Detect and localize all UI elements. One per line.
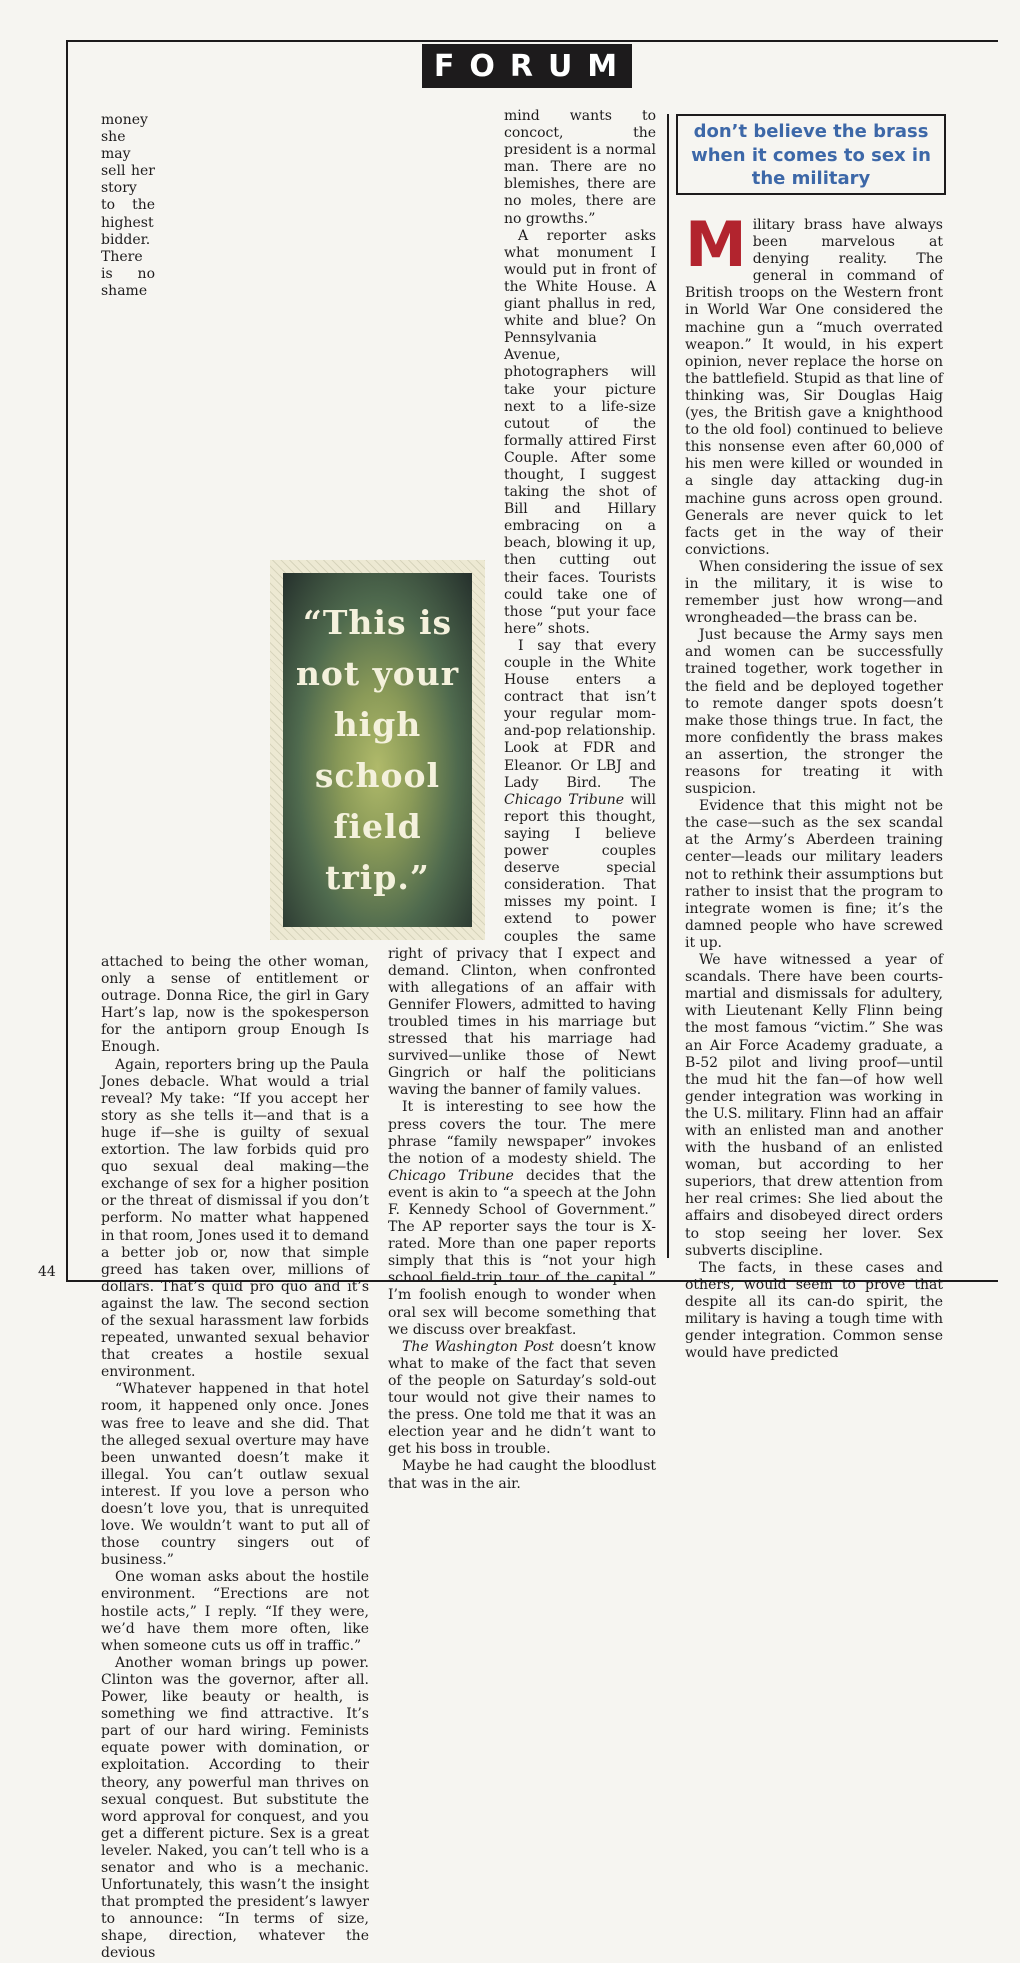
section-header-label: FORUM [433,48,633,84]
paragraph: Just because the Army says men and women can be successfully trained together, work together in the field and be deployed together to remote danger spots doesn’t make those things true. In fact, the more confidently the brass makes an assertion, the stronger the reasons for treating it with suspicion. [685,627,943,798]
pullquote-panel [283,573,472,927]
paragraph: When considering the issue of sex in the military, it is wise to remember just how wrong—and wrongheaded—the brass can be. [685,558,943,627]
paragraph: mind wants to concoct, the president is a normal man. There are no blemishes, there are no moles, there are no growths.” [504,108,656,227]
publication-name: Chicago Tribune [388,1167,514,1184]
paragraph: Evidence that this might not be the case—such as the sex scandal at the Army’s Aberdeen training center—leads our military leaders not to rethink their assumptions but rather to insist that the program to integrate women is fine; it’s the damned people who have screwed it up. [685,798,943,951]
section-header [422,44,632,88]
column-divider [667,114,669,1258]
pullquote-text: “This is not your high school field trip.” [295,603,460,897]
paragraph: It is interesting to see how the press covers the tour. The mere phrase “family newspaper” invokes the notion of a modesty shield. The Chicago Tribune decides that the event is akin to “a speech at the John F. Kennedy School of Government.” The AP reporter says the tour is X-rated. More than one paper reports simply that this is “not your high school field-trip tour of the capital.” I’m foolish enough to wonder when oral sex will become something that we discuss over breakfast. [388,1099,656,1338]
paragraph: money she may sell her story to the highest bidder. There is no shame attached to being the other woman, only a sense of entitlement or outrage. Donna Rice, the girl in Gary Hart’s lap, now is the spokesperson for the antiporn group Enough Is Enough. [101,112,369,1056]
sidebar-column [685,208,943,1362]
page-number: 44 [38,1264,56,1280]
paragraph: A reporter asks what monument I would put in front of the White House. A giant phallus in red, white and blue? On Pennsylvania Avenue, photographers will take your picture next to a life-size cutout of the formally attired First Couple. After some thought, I suggest taking the shot of Bill and Hillary embracing on a beach, blowing it up, then cutting out their faces. Tourists could take one of those “put your face here” shots. [504,227,656,637]
paragraph: Military brass have always been marvelous at denying reality. The general in command of British troops on the Western front in World War One considered the machine gun a “much overrated weapon.” It would, in his expert opinion, never replace the horse on the battlefield. Stupid as that line of thinking was, Sir Douglas Haig (yes, the British gave a knighthood to the old fool) continued to believe this nonsense even after 60,000 of his men were killed or wounded in a single day attacking dug-in machine guns across open ground. Generals are never quick to let facts get in the way of their convictions. [685,208,943,558]
drop-cap: M [685,208,747,281]
paragraph: I say that every couple in the White House enters a contract that isn’t your regular mom-and-pop relationship. Look at FDR and Eleanor. Or LBJ and Lady Bird. The Chicago Tribune will report this thought, saying I believe power couples deserve special consideration. That misses my point. I extend to power couples the same right of privacy that I expect and demand. Clinton, when confronted with allegations of an affair with Gennifer Flowers, admitted to having troubled times in his marriage but stressed that his marriage had survived—unlike those of Newt Gingrich or half the politicians waving the banner of family values. [388,637,656,1099]
pullquote-box [270,560,485,940]
paragraph: “Whatever happened in that hotel room, it happened only once. Jones was free to leave and she did. That the alleged sexual overture may have been unwanted doesn’t make it illegal. You can’t outlaw sexual interest. If you love a person who doesn’t love you, that is unrequited love. We wouldn’t want to put all of those country singers out of business.” [101,1381,369,1569]
paragraph: The facts, in these cases and others, would seem to prove that despite all its can-do spirit, the military is having a tough time with gender integration. Common sense would have predicted [685,1259,943,1362]
sidebar-title: don’t believe the brass when it comes to sex in the military [691,121,931,189]
paragraph: The Washington Post doesn’t know what to make of the fact that seven of the people on Saturday’s sold-out tour would not give their names to the press. One told me that it was an election year and he didn’t want to get his boss in trouble. [388,1338,656,1458]
paragraph: One woman asks about the hostile environment. “Erections are not hostile acts,” I reply. “If they were, we’d have them more often, like when someone cuts us off in traffic.” [101,1569,369,1654]
paragraph: Maybe he had caught the bloodlust that was in the air. [388,1458,656,1492]
publication-name: The Washington Post [402,1338,555,1355]
paragraph: We have witnessed a year of scandals. There have been courts-martial and dismissals for adultery, with Lieutenant Kelly Flinn being the most famous “victim.” She was an Air Force Academy graduate, a B-52 pilot and living proof—until the mud hit the fan—of how well gender integration was working in the U.S. military. Flinn had an affair with an enlisted man and another with the husband of an enlisted woman, but according to her superiors, that drew attention from her real crimes: She lied about the affairs and disobeyed direct orders to stop seeing her lover. Sex subverts discipline. [685,952,943,1259]
publication-name: Chicago Tribune [504,791,625,808]
paragraph: Again, reporters bring up the Paula Jones debacle. What would a trial reveal? My take: “If you accept her story as she tells it—and that is a huge if—she is guilty of sexual extortion. The law forbids quid pro quo sexual deal making—the exchange of sex for a higher position or the threat of dismissal if you don’t perform. No matter what happened in that room, Jones used it to demand a better job or, now that simple greed has taken over, millions of dollars. That’s quid pro quo and it’s against the law. The second section of the sexual harassment law forbids repeated, unwanted sexual behavior that creates a hostile sexual environment. [101,1056,369,1381]
paragraph: Another woman brings up power. Clinton was the governor, after all. Power, like beauty or health, is something we find attractive. It’s part of our hard wiring. Feminists equate power with domination, or exploitation. According to their theory, any powerful man thrives on sexual conquest. But substitute the word approval for conquest, and you get a different picture. Sex is a great leveler. Naked, you can’t tell who is a senator and who is a mechanic. Unfortunately, this wasn’t the insight that prompted the president’s lawyer to announce: “In terms of size, shape, direction, whatever the devious [101,1654,369,1962]
